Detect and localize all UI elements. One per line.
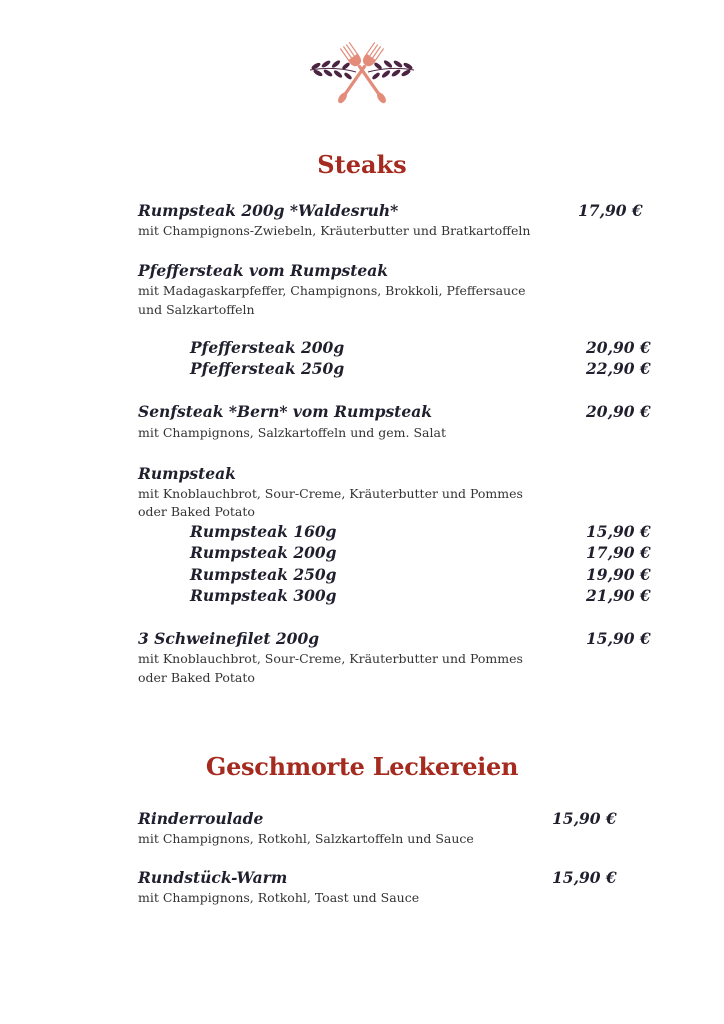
menu-item-name: 3 Schweinefilet 200g bbox=[138, 629, 320, 648]
menu-item-description: oder Baked Potato bbox=[138, 504, 255, 519]
menu-item-description: mit Madagaskarpfeffer, Champignons, Brokkoli, Pfeffersauce bbox=[138, 283, 526, 298]
crossed-forks-logo-icon bbox=[306, 32, 418, 108]
menu-item-name: Rundstück-Warm bbox=[138, 868, 288, 887]
menu-item-description: mit Knoblauchbrot, Sour-Creme, Kräuterbutter und Pommes bbox=[138, 651, 523, 666]
menu-variant-name: Rumpsteak 250g bbox=[190, 565, 337, 584]
section-title-geschmorte-leckereien: Geschmorte Leckereien bbox=[205, 752, 519, 781]
menu-item-description: mit Champignons-Zwiebeln, Kräuterbutter und Bratkartoffeln bbox=[138, 223, 531, 238]
menu-item-description: mit Champignons, Salzkartoffeln und gem. Salat bbox=[138, 425, 446, 440]
menu-variant-name: Rumpsteak 200g bbox=[190, 543, 337, 562]
menu-variant-name: Pfeffersteak 200g bbox=[190, 338, 345, 357]
menu-item-name: Rinderroulade bbox=[138, 809, 264, 828]
menu-variant-name: Pfeffersteak 250g bbox=[190, 359, 345, 378]
section-title-steaks: Steaks bbox=[317, 150, 407, 179]
menu-item-name: Rumpsteak bbox=[138, 464, 236, 483]
menu-variant-name: Rumpsteak 300g bbox=[190, 586, 337, 605]
menu-item-name: Rumpsteak 200g *Waldesruh* bbox=[138, 201, 399, 220]
menu-item-description: mit Knoblauchbrot, Sour-Creme, Kräuterbutter und Pommes bbox=[138, 486, 523, 501]
menu-item-name: Senfsteak *Bern* vom Rumpsteak bbox=[138, 402, 432, 421]
menu-variant-price: 21,90 € bbox=[586, 586, 651, 605]
menu-item-name: Pfeffersteak vom Rumpsteak bbox=[138, 261, 389, 280]
menu-item-price: 15,90 € bbox=[552, 809, 617, 828]
menu-item-price: 20,90 € bbox=[586, 402, 651, 421]
menu-item-description: und Salzkartoffeln bbox=[138, 302, 255, 317]
menu-item-description: mit Champignons, Rotkohl, Toast und Sauce bbox=[138, 890, 420, 905]
menu-item-price: 15,90 € bbox=[586, 629, 651, 648]
menu-item-price: 17,90 € bbox=[578, 201, 643, 220]
menu-variant-price: 15,90 € bbox=[586, 522, 651, 541]
menu-variant-name: Rumpsteak 160g bbox=[190, 522, 337, 541]
menu-variant-price: 19,90 € bbox=[586, 565, 651, 584]
menu-variant-price: 22,90 € bbox=[586, 359, 651, 378]
menu-item-description: mit Champignons, Rotkohl, Salzkartoffeln und Sauce bbox=[138, 831, 474, 846]
menu-item-price: 15,90 € bbox=[552, 868, 617, 887]
menu-variant-price: 20,90 € bbox=[586, 338, 651, 357]
menu-item-description: oder Baked Potato bbox=[138, 670, 255, 685]
menu-variant-price: 17,90 € bbox=[586, 543, 651, 562]
